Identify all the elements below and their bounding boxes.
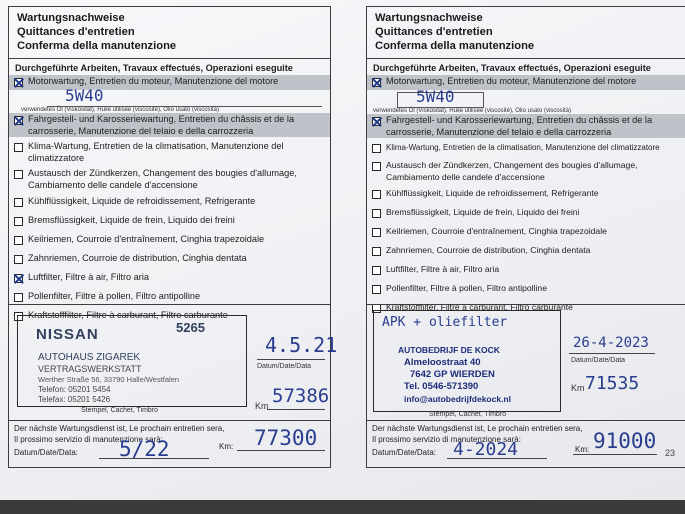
next-service-line1: Der nächste Wartungsdienst ist, Le prochain entretien sera, (14, 424, 225, 433)
item-label: Bremsflüssigkeit, Liquide de frein, Liquido dei freini (28, 215, 235, 225)
stamp-area (367, 304, 685, 425)
item-row (9, 233, 330, 248)
next-km-label: Km: (219, 442, 234, 451)
item-row (9, 252, 330, 267)
panel-header (9, 7, 330, 59)
item-row (9, 75, 330, 90)
item-row (9, 214, 330, 229)
item-label: Keilriemen, Courroie d'entraînement, Cinghia trapezoidale (386, 226, 607, 236)
item-label: Motorwartung, Entretien du moteur, Manutenzione del motore (28, 76, 279, 86)
next-service-line2: Il prossimo servizio di manutenzione sarà: (14, 435, 163, 444)
oil-field[interactable] (47, 86, 322, 107)
date-caption: Datum/Date/Data (257, 363, 312, 370)
dealer-stamp (17, 315, 247, 407)
next-km: 77300 (254, 426, 318, 450)
checkbox[interactable] (14, 293, 23, 302)
checkbox-checked[interactable] (14, 274, 23, 283)
item-label: Fahrgestell- und Karosseriewartung, Entretien du châssis et de la carrosserie, Manutenzione del telaio e della carrozzeria (28, 114, 295, 136)
item-row (9, 167, 330, 191)
panel-header (367, 7, 685, 59)
next-date-line (447, 458, 547, 459)
checkbox[interactable] (14, 170, 23, 179)
item-row (367, 114, 685, 138)
item-row (9, 113, 330, 137)
header-line-it: Conferma della manutenzione (375, 40, 535, 52)
checkbox[interactable] (14, 255, 23, 264)
item-row (367, 263, 685, 278)
checkbox[interactable] (14, 217, 23, 226)
stamp-line: VERTRAGSWERKSTATT (38, 364, 142, 374)
checkbox[interactable] (372, 190, 381, 199)
stamp-line: Telefon: 05201 5454 (38, 385, 111, 394)
stamp-handwritten: APK + oliefilter (382, 315, 508, 330)
checkbox-checked[interactable] (372, 78, 381, 87)
item-row (367, 225, 685, 240)
item-label: Pollenfilter, Filtre à pollen, Filtro antipolline (28, 291, 201, 301)
item-row (367, 75, 685, 90)
item-row (9, 290, 330, 305)
header-line-de: Wartungsnachweise (17, 12, 125, 24)
item-row (9, 195, 330, 210)
item-row (367, 141, 685, 156)
stamp-line: Telefax: 05201 5426 (38, 395, 111, 404)
item-row (367, 159, 685, 183)
checkbox-checked[interactable] (14, 116, 23, 125)
service-date: 4.5.21 (265, 333, 338, 357)
item-label: Kraftstofffilter, Filtre à carburant, Filtro carburante (386, 302, 573, 312)
date-caption: Datum/Date/Data (571, 357, 626, 364)
service-km: 57386 (272, 385, 330, 407)
date-line (569, 353, 655, 354)
oil-caption: verwendetes Öl (Viskosität), Huile utilisée (viscosité), Olio usato (viscosità) (373, 108, 571, 114)
km-line (267, 409, 325, 410)
stamp-line: Werther Straße 56, 33790 Halle/Westfalen (38, 375, 180, 384)
item-label: Zahnriemen, Courroie de distribution, Cinghia dentata (386, 245, 591, 255)
stamp-line: AUTOHAUS ZIGAREK (38, 352, 141, 363)
item-label: Austausch der Zündkerzen, Changement des bougies d'allumage, Cambiamento delle candele d'accensione (386, 160, 638, 182)
item-label: Luftfilter, Filtre à air, Filtro aria (28, 272, 150, 282)
item-label: Klima-Wartung, Entretien de la climatisation, Manutenzione del climatizzatore (28, 141, 284, 163)
stamp-line: 7642 GP WIERDEN (410, 369, 495, 380)
checkbox[interactable] (372, 144, 381, 153)
checkbox-checked[interactable] (372, 117, 381, 126)
stamp-line: Almeloostraat 40 (404, 357, 481, 368)
header-line-de: Wartungsnachweise (375, 12, 483, 24)
item-label: Bremsflüssigkeit, Liquide de frein, Liquido dei freini (386, 207, 580, 217)
next-date-line (99, 458, 209, 459)
item-label: Klima-Wartung, Entretien de la climatisation, Manutenzione del climatizzatore (386, 143, 660, 152)
item-row (9, 271, 330, 286)
next-service-line1: Der nächste Wartungsdienst ist, Le prochain entretien sera, (372, 424, 583, 433)
item-label: Keilriemen, Courroie d'entraînement, Cinghia trapezoidale (28, 234, 265, 244)
stamp-line: Tel. 0546-571390 (404, 381, 479, 392)
checkbox[interactable] (372, 209, 381, 218)
checkbox[interactable] (372, 162, 381, 171)
checkbox-checked[interactable] (14, 78, 23, 87)
service-record-right (366, 6, 685, 468)
stamp-caption: Stempel, Cachet, Timbro (429, 411, 507, 418)
checkbox[interactable] (14, 236, 23, 245)
next-date-label: Datum/Date/Data: (372, 448, 437, 457)
checkbox[interactable] (372, 266, 381, 275)
header-line-it: Conferma della manutenzione (17, 40, 177, 52)
page-number: 23 (664, 448, 675, 458)
stamp-number: 5265 (176, 320, 205, 335)
next-service (9, 420, 330, 467)
item-row (367, 244, 685, 259)
dealer-stamp (373, 310, 561, 412)
next-km-line (237, 450, 325, 451)
item-label: Austausch der Zündkerzen, Changement des bougies d'allumage, Cambiamento delle candele d'accensione (28, 168, 297, 190)
item-label: Luftfilter, Filtre à air, Filtro aria (386, 264, 500, 274)
item-label: Motorwartung, Entretien du moteur, Manutenzione del motore (386, 76, 637, 86)
next-service (367, 420, 685, 467)
stamp-brand: NISSAN (36, 326, 99, 343)
next-km-line (573, 454, 657, 455)
oil-value: 5W40 (65, 86, 104, 105)
checkbox[interactable] (372, 228, 381, 237)
item-label: Zahnriemen, Courroie de distribution, Cinghia dentata (28, 253, 247, 263)
section-title: Durchgeführte Arbeiten, Travaux effectués, Operazioni eseguite (15, 63, 293, 73)
header-line-fr: Quittances d'entretien (17, 26, 135, 38)
section-title: Durchgeführte Arbeiten, Travaux effectués, Operazioni eseguite (373, 63, 651, 73)
checkbox[interactable] (372, 247, 381, 256)
item-row (367, 206, 685, 221)
oil-value: 5W40 (416, 87, 455, 106)
next-date-label: Datum/Date/Data: (14, 448, 79, 457)
stamp-line: info@autobedrijfdekock.nl (404, 394, 511, 404)
date-line (257, 359, 325, 360)
km-label: Km (571, 383, 585, 393)
next-km: 91000 (593, 429, 657, 453)
oil-field[interactable] (397, 87, 484, 108)
oil-caption: verwendetes Öl (Viskosität), Huile utilisée (viscosité), Olio usato (viscosità) (21, 107, 219, 113)
stamp-line: AUTOBEDRIJF DE KOCK (398, 345, 500, 355)
checkbox[interactable] (14, 198, 23, 207)
header-line-fr: Quittances d'entretien (375, 26, 493, 38)
service-date: 26-4-2023 (573, 335, 649, 351)
next-date: 5/22 (119, 437, 170, 461)
item-label: Fahrgestell- und Karosseriewartung, Entretien du châssis et de la carrosserie, Manutenzione del telaio e della carrozzeria (386, 115, 653, 137)
stamp-caption: Stempel, Cachet, Timbro (81, 407, 159, 414)
item-row (367, 282, 685, 297)
item-row (367, 187, 685, 202)
checkbox[interactable] (372, 285, 381, 294)
next-km-label: Km: (575, 445, 590, 454)
service-km: 71535 (585, 373, 640, 394)
checkbox[interactable] (14, 143, 23, 152)
item-row (9, 140, 330, 164)
item-label: Kraftstofffilter, Filtre à carburant, Filtro carburante (28, 310, 228, 320)
item-label: Kühlflüssigkeit, Liquide de refroidissement, Refrigerante (28, 196, 256, 206)
stamp-area (9, 304, 338, 425)
service-record-left (8, 6, 338, 468)
km-label: Km (255, 401, 269, 411)
next-service-line2: Il prossimo servizio di manutenzione sarà: (372, 435, 521, 444)
item-label: Pollenfilter, Filtre à pollen, Filtro antipolline (386, 283, 547, 293)
next-date: 4-2024 (453, 439, 519, 460)
item-label: Kühlflüssigkeit, Liquide de refroidissement, Refrigerante (386, 188, 599, 198)
